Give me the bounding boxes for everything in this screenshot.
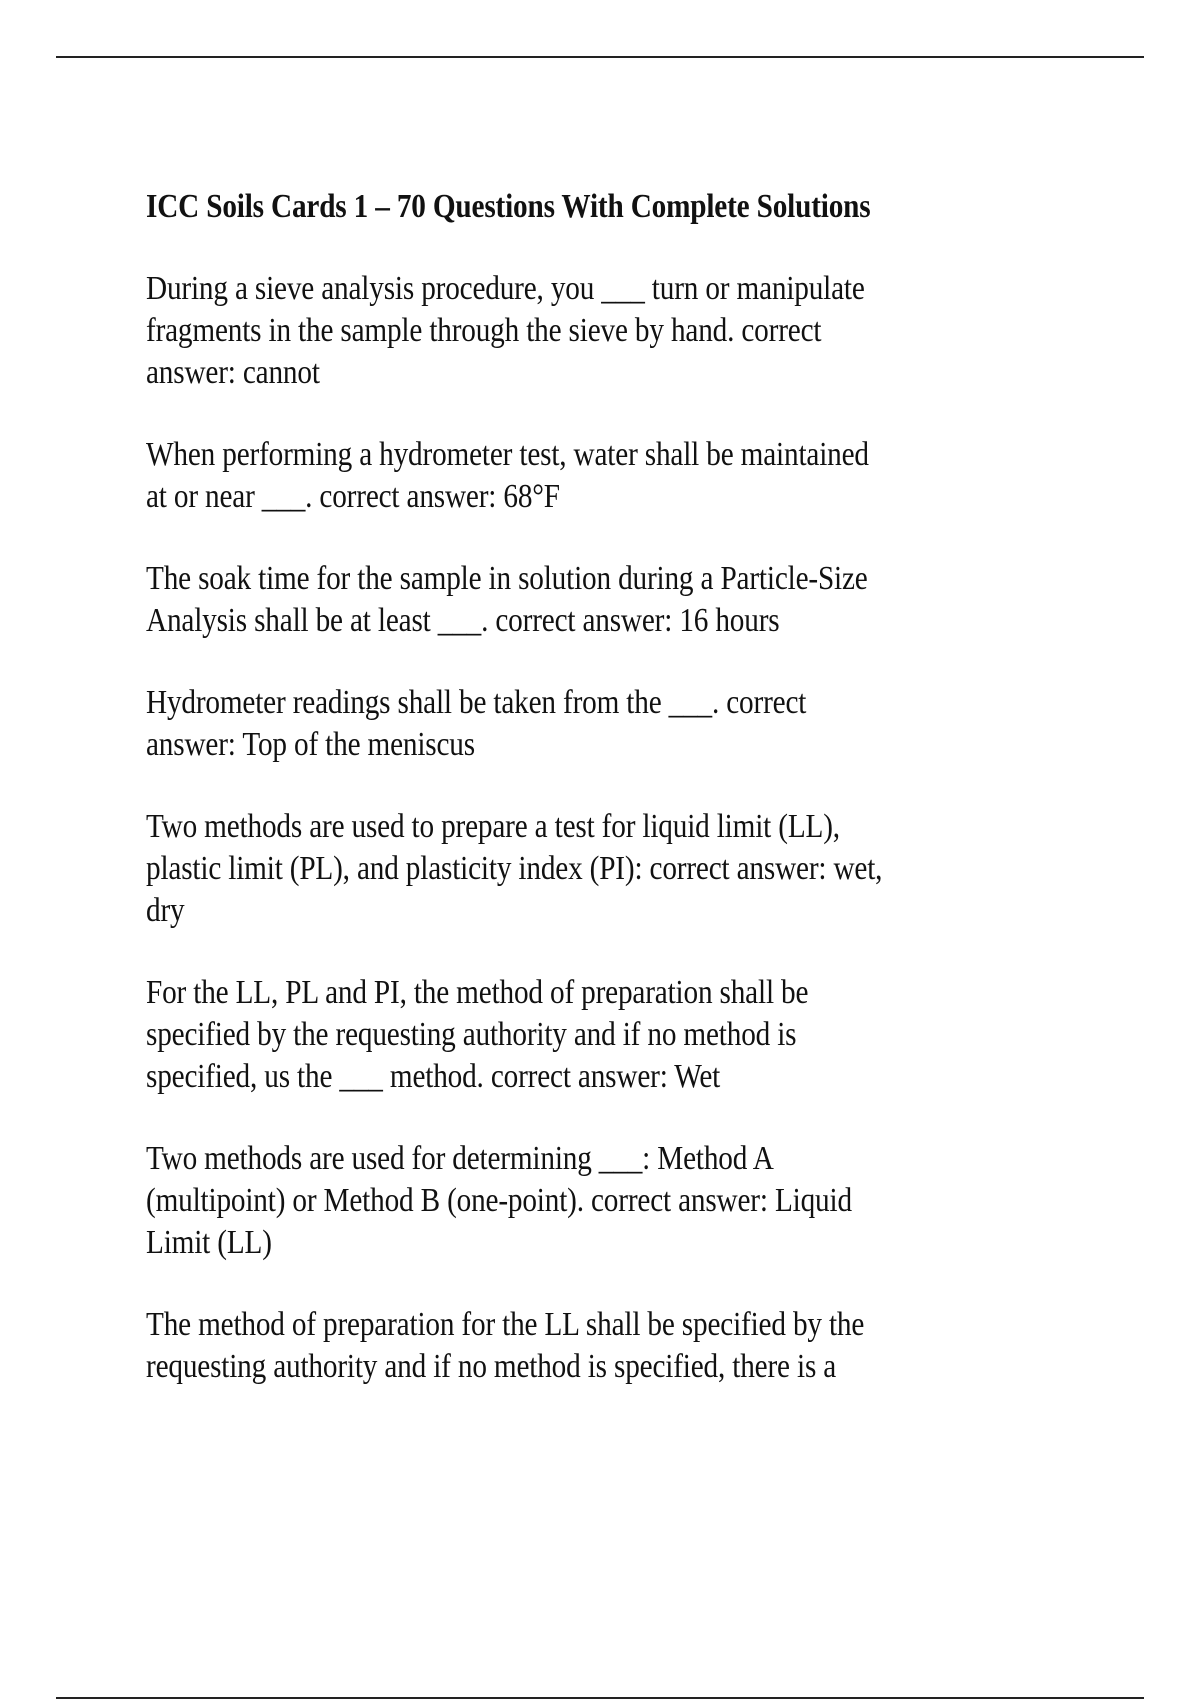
qa-line: During a sieve analysis procedure, you ___ turn or manipulate <box>146 270 865 307</box>
qa-line: requesting authority and if no method is specified, there is a <box>146 1348 837 1385</box>
qa-item-2 <box>146 434 1146 518</box>
qa-line: Limit (LL) <box>146 1224 272 1261</box>
qa-item-7 <box>146 1138 1146 1264</box>
qa-line: (multipoint) or Method B (one-point). correct answer: Liquid <box>146 1182 852 1219</box>
qa-line: fragments in the sample through the sieve by hand. correct <box>146 312 822 349</box>
qa-line: Analysis shall be at least ___. correct answer: 16 hours <box>146 602 780 639</box>
qa-line: The soak time for the sample in solution during a Particle-Size <box>146 560 868 597</box>
qa-line: Hydrometer readings shall be taken from the ___. correct <box>146 684 807 721</box>
qa-line: plastic limit (PL), and plasticity index (PI): correct answer: wet, <box>146 850 883 887</box>
qa-line: at or near ___. correct answer: 68°F <box>146 478 560 515</box>
qa-line: dry <box>146 892 185 929</box>
qa-line: answer: cannot <box>146 354 320 391</box>
document-body <box>146 186 1146 1428</box>
header-rule <box>56 56 1144 58</box>
document-title: ICC Soils Cards 1 – 70 Questions With Complete Solutions <box>146 188 871 225</box>
qa-item-8 <box>146 1304 1146 1388</box>
qa-item-4 <box>146 682 1146 766</box>
qa-item-1 <box>146 268 1146 394</box>
qa-item-3 <box>146 558 1146 642</box>
qa-line: The method of preparation for the LL shall be specified by the <box>146 1306 865 1343</box>
qa-line: For the LL, PL and PI, the method of preparation shall be <box>146 974 809 1011</box>
qa-item-6 <box>146 972 1146 1098</box>
footer-rule <box>56 1697 1144 1699</box>
qa-item-5 <box>146 806 1146 932</box>
qa-line: When performing a hydrometer test, water shall be maintained <box>146 436 869 473</box>
qa-line: specified by the requesting authority and if no method is <box>146 1016 797 1053</box>
qa-line: Two methods are used for determining ___: Method A <box>146 1140 774 1177</box>
qa-line: answer: Top of the meniscus <box>146 726 475 763</box>
qa-line: Two methods are used to prepare a test for liquid limit (LL), <box>146 808 840 845</box>
qa-line: specified, us the ___ method. correct answer: Wet <box>146 1058 721 1095</box>
